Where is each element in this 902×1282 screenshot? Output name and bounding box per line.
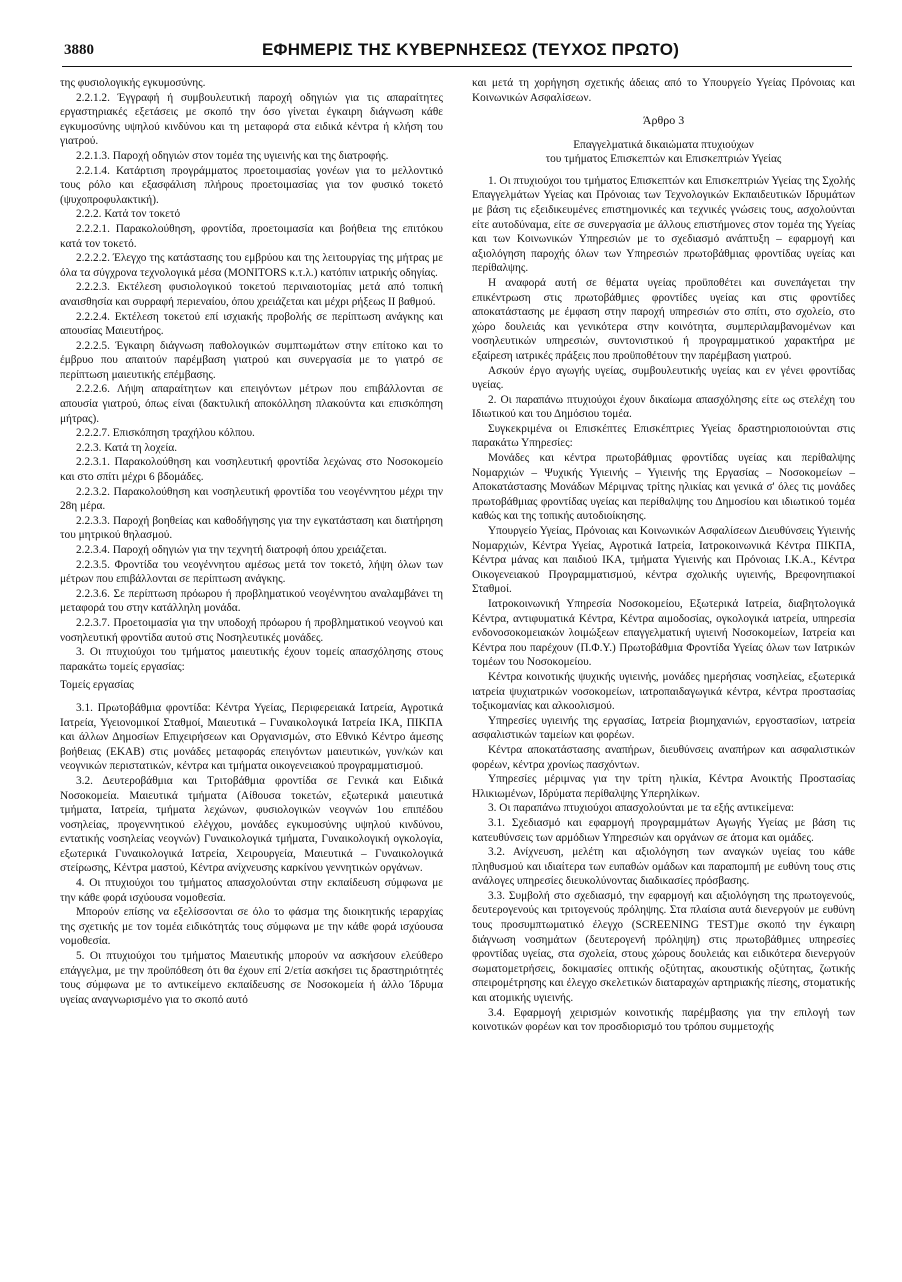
paragraph: 2.2.2.3. Εκτέλεση φυσιολογικού τοκετού περιναιοτομίας μετά από τοπική αναισθησία και συρραφή περιεναίου, όπου χρειάζεται και μέχρι ρήξεως ΙΙ βαθμού. (60, 281, 443, 308)
paragraph: 3.4. Εφαρμογή χειρισμών κοινοτικής παρέμβασης για την επιλογή των κοινοτικών φορέων και τον προσδιορισμό του τρόπου συμμετοχής (472, 1006, 855, 1034)
paragraph: και μετά τη χορήγηση σχετικής άδειας από το Υπουργείο Υγείας Πρόνοιας και Κοινωνικών Ασφαλίσεων. (472, 77, 855, 104)
paragraph: Κέντρα κοινοτικής ψυχικής υγιεινής, μονάδες ημερήσιας νοσηλείας, εξωτερικά ιατρεία ψυχιατρικών νοσοκομείων, ιατροπαιδαγωγικά κέντρα, κέντρα προστασίας τοξικομανίας και αλκοολισμού. (472, 670, 855, 713)
paragraph: 2.2.1.4. Κατάρτιση προγράμματος προετοιμασίας γονέων για το μελλοντικό τους ρόλο και εξασφάλιση πλήρους προετοιμασίας για τον φυσικό τοκετό (ψυχοπροφυλακτική). (60, 164, 443, 206)
paragraph: 2.2.3.6. Σε περίπτωση πρόωρου ή προβληματικού νεογέννητου αναλαμβάνει τη μεταφορά του στην κατάλληλη μονάδα. (60, 587, 443, 615)
paragraph: Ιατροκοινωνική Υπηρεσία Νοσοκομείου, Εξωτερικά Ιατρεία, διαβητολογικά Κέντρα, αντιφυματικά Κέντρα, Κέντρα αιμοδοσίας, ογκολογικά ιατρεία, υπηρεσία ενδονοσοκομειακών λοιμώξεων επαγγελματική υγιεινή Νοσοκομείων, Ιατρεία και Κέντρα που παρέχουν (Π.Φ.Υ.) Πρωτοβάθμια Φροντίδα Υγείας όλων των Ιατρικών τομέων του Νοσοκομείου. (472, 598, 855, 669)
paragraph: 2. Οι παραπάνω πτυχιούχοι έχουν δικαίωμα απασχόλησης είτε ως στελέχη του Ιδιωτικού και του Δημόσιου τομέα. (472, 393, 855, 421)
article-title: Άρθρο 3 (642, 113, 685, 128)
article-subtitle (472, 138, 855, 166)
article-subtitle-line1: Επαγγελματικά δικαιώματα πτυχιούχων (573, 138, 754, 151)
paragraph: 3.1. Πρωτοβάθμια φροντίδα: Κέντρα Υγείας, Περιφερειακά Ιατρεία, Αγροτικά Ιατρεία, Υγειονομικοί Σταθμοί, Μαιευτικά – Γυναικολογικά Ιατρεία ΙΚΑ, ΠΙΚΠΑ και άλλων Δημοσίων Επιχειρήσεων και Οργανισμών, στο Εθνικό Κέντρο άμεσης βοήθειας (ΕΚΑΒ) στις μονάδες μεταφοράς επειγόντων μαιευτικών, γυν/κών και νεογνικών περιστατικών, κέντρα και τμήματα οικογενειακού προγραμματισμού. (60, 701, 443, 773)
left-column (60, 76, 443, 1007)
page-header (62, 40, 852, 66)
paragraph: 2.2.3.7. Προετοιμασία για την υποδοχή πρόωρου ή προβληματικού νεογνού και νοσηλευτική φροντίδα αυτού στις Νοσηλευτικές μονάδες. (60, 616, 443, 644)
paragraph: 3.2. Δευτεροβάθμια και Τριτοβάθμια φροντίδα σε Γενικά και Ειδικά Νοσοκομεία. Μαιευτικά τμήματα (Αίθουσα τοκετών, εξωτερικά μαιευτικά τμήματα, Ιατρεία, τμήματα λεχώνων, φυσιολογικών νεογνών 1ου επιπέδου νοσηλείας, προγεννητικού ελέγχου, μονάδες εγκυμοσύνης υψηλού κινδύνου, εντατικής νοσηλείας νεογνών) Γυναικολογικά τμήματα, Γυναικολογική ογκολογία, εξωτερικά Γυναικολογικά Ιατρεία, Χειρουργεία, Μαιευτικά – Γυναικολογικά στείρωσης, Κέντρα μαστού, Κέντρα ανίχνευσης καρκίνου γεννητικών οργάνων. (60, 774, 443, 875)
article-subtitle-line2: του τμήματος Επισκεπτών και Επισκεπτριών Υγείας (545, 152, 782, 165)
paragraph: 2.2.1.3. Παροχή οδηγιών στον τομέα της υγιεινής και της διατροφής. (76, 149, 389, 162)
paragraph: 2.2.2. Κατά τον τοκετό (76, 208, 181, 221)
paragraph: Μπορούν επίσης να εξελίσσονται σε όλο το φάσμα της διοικητικής ιεραρχίας της σχετικής με τον τομέα ειδικότητάς τους σύμφωνα με την κάθε φορά ισχύουσα νομοθεσία. (60, 906, 443, 948)
paragraph: 2.2.3.1. Παρακολούθηση και νοσηλευτική φροντίδα λεχώνας στο Νοσοκομείο και στο σπίτι μέχρι 6 βδομάδες. (60, 456, 443, 484)
gazette-title: ΕΦΗΜΕΡΙΣ ΤΗΣ ΚΥΒΕΡΝΗΣΕΩΣ (ΤΕΥΧΟΣ ΠΡΩΤΟ) (262, 40, 680, 59)
paragraph: Υπηρεσίες μέριμνας για την τρίτη ηλικία, Κέντρα Ανοικτής Προστασίας Ηλικιωμένων, Ιδρύματα περίθαλψης Υπερηλίκων. (472, 773, 855, 800)
paragraph: Υπηρεσίες υγιεινής της εργασίας, Ιατρεία βιομηχανιών, εργοστασίων, ιατρεία ασφαλιστικών ταμείων και φορέων. (472, 714, 855, 742)
paragraph: 2.2.3.3. Παροχή βοηθείας και καθοδήγησης για την εγκατάσταση και διατήρηση του μητρικού θηλασμού. (60, 514, 443, 542)
page-number: 3880 (64, 42, 94, 58)
paragraph: 2.2.3.5. Φροντίδα του νεογέννητου αμέσως μετά τον τοκετό, λήψη όλων των μέτρων που επιβάλλονται σε περίπτωση ανάγκης. (60, 558, 443, 586)
paragraph: 2.2.2.1. Παρακολούθηση, φροντίδα, προετοιμασία και βοήθεια της επιτόκου κατά τον τοκετό. (60, 222, 443, 250)
paragraph: 2.2.2.2. Έλεγχο της κατάστασης του εμβρύου και της λειτουργίας της μήτρας με όλα τα σύγχρονα τεχνολογικά μέσα (MONITORS κ.τ.λ.) κατόπιν ιατρικής οδηγίας. (60, 252, 443, 279)
paragraph: 3.2. Ανίχνευση, μελέτη και αξιολόγηση των αναγκών υγείας του κάθε πληθυσμού και ιδιαίτερα των ευπαθών ομάδων και παραπομπή με ευθύνη τους στις ανάλογες υπηρεσίες διευκολύνοντας διαδικασίες πρόσβασης. (472, 846, 855, 888)
paragraph: 2.2.2.6. Λήψη απαραίτητων και επειγόντων μέτρων που επιβάλλονται σε απουσία γιατρού, όπως είναι (δακτυλική αποκόλληση πλακούντα και επισκόπηση μήτρας). (60, 383, 443, 425)
paragraph: 2.2.1.2. Έγγραφή ή συμβουλευτική παροχή οδηγιών για τις απαραίτητες εργαστηριακές εξετάσεις με σκοπό την όσο γίνεται έγκαιρη διάγνωση κάθε εγκυμοσύνης υψηλού κινδύνου και τη μεταφορά στα ειδικά κέντρα ή κλήση του γιατρού. (60, 91, 443, 148)
paragraph: 3. Οι πτυχιούχοι του τμήματος μαιευτικής έχουν τομείς απασχόλησης στους παρακάτω τομείς εργασίας: (60, 646, 443, 673)
paragraph: 3.1. Σχεδιασμό και εφαρμογή προγραμμάτων Αγωγής Υγείας με βάση τις κατευθύνσεις των αρμόδιων Υπηρεσιών και οργάνων σε άτομα και ομάδες. (472, 816, 855, 844)
paragraph: 4. Οι πτυχιούχοι του τμήματος απασχολούνται στην εκπαίδευση σύμφωνα με την κάθε φορά ισχύουσα νομοθεσία. (60, 877, 443, 904)
right-column (472, 76, 855, 1035)
paragraph: 2.2.3.4. Παροχή οδηγιών για την τεχνητή διατροφή όπου χρειάζεται. (76, 544, 387, 556)
paragraph: Ασκούν έργο αγωγής υγείας, συμβουλευτικής υγείας και εν γένει φροντίδας υγείας. (472, 364, 855, 392)
paragraph: Μονάδες και κέντρα πρωτοβάθμιας φροντίδας υγείας και περίθαλψης Νομαρχιών – Ψυχικής Υγιεινής – Υγιεινής της Εργασίας – Νοσοκομείων – Αποκατάστασης Μονάδων Μέριμνας τρίτης ηλικίας και γενικά σ' όλες τις μονάδες πρωτοβάθμιας φροντίδας υγείας και περίθαλψης του Δημοσίου και ιδιωτικού τομέα καθώς και της τοπικής αυτοδιοίκησης. (472, 452, 855, 523)
paragraph: 5. Οι πτυχιούχοι του τμήματος Μαιευτικής μπορούν να ασκήσουν ελεύθερο επάγγελμα, με την προϋπόθεση ότι θα έχουν επί 2/ετία ασκήσει τις δραστηριότητές τους σύμφωνα με το αντικείμενο εκπαίδευσης σε Νοσοκομεία ή άλλο Ίδρυμα υγείας αναγνωρισμένο για το σκοπό αυτό (60, 950, 443, 1006)
paragraph: Κέντρα αποκατάστασης αναπήρων, διευθύνσεις αναπήρων και ασφαλιστικών φορέων, κέντρα χρονίως πασχόντων. (472, 743, 855, 771)
paragraph: Υπουργείο Υγείας, Πρόνοιας και Κοινωνικών Ασφαλίσεων Διευθύνσεις Υγιεινής Νομαρχιών, Κέντρα Υγείας, Αγροτικά Ιατρεία, Ιατροκοινωνικά Κέντρα ΠΙΚΠΑ, Κέντρα μάνας και παιδιού ΙΚΑ, τμήματα Υγιεινής και Πρόνοιας Ι.Κ.Α., Κέντρα Οικογενειακού Προγραμματισμού, κέντρα σχολικής υγιεινής, Βρεφονηπιακοί Σταθμοί. (472, 525, 855, 596)
paragraph: 2.2.2.7. Επισκόπηση τραχήλου κόλπου. (76, 427, 255, 440)
paragraph: 3.3. Συμβολή στο σχεδιασμό, την εφαρμογή και αξιολόγηση της πρωτογενούς, δευτερογενούς και τριτογενούς πρόληψης. Στα πλαίσια αυτά διενεργούν με ευθύνη τους προσυμπτωματικό έλεγχο (SCREENING TEST)με σκοπό την έγκαιρη διάγνωση νοσημάτων (δευτερογενή πρόληψη) στις πρωτοβάθμιες υπηρεσίες φροντίδας υγείας, στα σχολεία, στους χώρους δουλειάς και ειδικότερα διενεργούν σωματομετρήσεις, δοκιμασίες οπτικής οξύτητας, ακουστικής οξύτητας, ζωτικής σπειρομέτρησης και έλεγχο σκελετικών διαταραχών αρτηριακής πίεσης, στοματικής και ατομικής υγιεινής. (472, 889, 855, 1005)
paragraph: της φυσιολογικής εγκυμοσύνης. (60, 77, 206, 89)
section-heading: Τομείς εργασίας (60, 679, 134, 692)
paragraph: Συγκεκριμένα οι Επισκέπτες Επισκέπτριες Υγείας δραστηριοποιούνται στις παρακάτω Υπηρεσίες: (472, 422, 855, 450)
paragraph: 1. Οι πτυχιούχοι του τμήματος Επισκεπτών και Επισκεπτριών Υγείας της Σχολής Επαγγελμάτων Υγείας και Πρόνοιας των Τεχνολογικών Εκπαιδευτικών Ιδρυμάτων με βάση τις εξειδικευμένες επιστημονικές και τεχνικές γνώσεις τους, ασχολούνται είτε αυτοδύναμα, είτε σε συνεργασία με άλλους επιστήμονες στον τομέα της Υγείας και των Κοινωνικών Υπηρεσιών με το σχεδιασμό ανάπτυξη – εφαρμογή και αξιολόγηση παροχής όλων των Υπηρεσιών πρωτοβάθμιας φροντίδας υγείας και περίθαλψης. (472, 174, 855, 275)
paragraph: 2.2.2.5. Έγκαιρη διάγνωση παθολογικών συμπτωμάτων στην επίτοκο και το έμβρυο που απαιτούν παρέμβαση γιατρού και συνεργασία με το γιατρό σε περίπτωση μαιευτικής επέμβασης. (60, 339, 443, 381)
paragraph: 2.2.3. Κατά τη λοχεία. (76, 441, 178, 454)
paragraph: 2.2.2.4. Εκτέλεση τοκετού επί ισχιακής προβολής σε περίπτωση ανάγκης και απουσίας Μαιευτήρος. (60, 310, 443, 338)
header-rule (62, 66, 852, 67)
paragraph: 3. Οι παραπάνω πτυχιούχοι απασχολούνται με τα εξής αντικείμενα: (488, 802, 795, 815)
paragraph: 2.2.3.2. Παρακολούθηση και νοσηλευτική φροντίδα του νεογέννητου μέχρι την 28η μέρα. (60, 485, 443, 513)
paragraph: Η αναφορά αυτή σε θέματα υγείας προϋποθέτει και συνεπάγεται την επικέντρωση στις πρωτοβάθμιες φροντίδες υγείας και στις φροντίδες αποκατάστασης με έμφαση στην παροχή υπηρεσιών στο σπίτι, στο σχολείο, στο χώρο δουλειάς και γενικότερα στην κοινότητα, συμπεριλαμβανομένων και νοσηλευτικών υπηρεσιών, συντονιστικού ή προγραμματικού χαρακτήρα με εξαίρεση ιατρικές πράξεις που προϋποθέτουν την παρέμβαση γιατρού. (472, 276, 855, 362)
